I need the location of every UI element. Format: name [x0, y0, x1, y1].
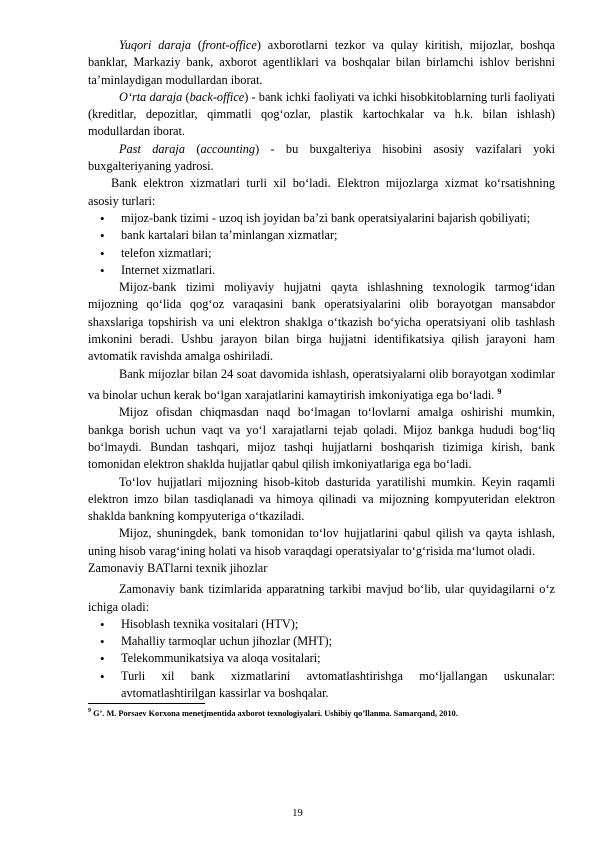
- paragraph-24-hours: Bank mijozlar bilan 24 soat davomida ishlash, operatsiyalarni olib borayotgan xodimlar va binolar uchun kerak bo‘lgan xarajatlarini kamaytirish imkoniyatiga ega bo‘ladi. $^9$: [88, 366, 555, 403]
- footnote-separator: [88, 703, 205, 704]
- term-front-office: front-office: [201, 38, 257, 52]
- bullet-icon: •: [100, 616, 105, 632]
- services-list: [88, 210, 555, 279]
- list-item: • bank kartalari bilan ta’minlangan xizmatlar;: [100, 228, 338, 244]
- list-item: • Internet xizmatlari.: [100, 262, 216, 278]
- footnote-mark: 9: [88, 708, 91, 715]
- list-item: • Hisoblash texnika vositalari (HTV);: [100, 616, 299, 632]
- paragraph-client-bank: Mijoz-bank tizimi moliyaviy hujjatni qayta ishlashning texnologik tarmog‘idan mijozning qo‘lida qog‘oz varaqasini bank operatsiyalarini olib borayotgan mansabdor shaxslariga topshirish va uni elektron shaklga o‘tkazish bo‘yicha operatsiyani olib tashlash imkonini beradi. Ushbu jarayon bilan birga hujjatni identifikatsiya qilish jarayoni ham avtomatik ravishda amalga oshiriladi.: [88, 280, 555, 364]
- paragraph-text: ) - bu buxgalteriya hisobini asosiy vazifalari yoki buxgalteriyaning yadrosi.: [88, 141, 556, 174]
- bullet-icon: •: [100, 651, 105, 667]
- list-item: • Mahalliy tarmoqlar uchun jihozlar (MHT);: [100, 634, 333, 650]
- paragraph-electronic-services: Bank elektron xizmatlari turli xil bo‘ladi. Elektron mijozlarga xizmat ko‘rsatishning asosiy turlari:: [88, 176, 555, 208]
- list-item: • telefon xizmatlari;: [100, 245, 212, 261]
- paragraph-hardware: Zamonaviy bank tizimlarida apparatning tarkibi mavjud bo‘lib, ular quyidagilarni o‘z ichiga oladi:: [88, 582, 555, 614]
- footnote-reference: 9: [497, 386, 502, 396]
- document-body: [88, 37, 555, 720]
- paragraph-documents: To‘lov hujjatlari mijozning hisob-kitob dasturida yaratilishi mumkin. Keyin raqamli elektron imzo bilan tasdiqlanadi va himoya qilinadi va mijozning kompyuteridan elektron shaklda bankning kompyuteriga o‘tkaziladi.: [88, 474, 555, 524]
- list-item: • Telekommunikatsiya va aloqa vositalari;: [100, 651, 321, 667]
- bullet-icon: •: [100, 634, 105, 650]
- term-back-office: back-office: [189, 89, 245, 104]
- paragraph-accounting: Past daraja (accounting) - bu buxgalteriya hisobini asosiy vazifalari yoki buxgalteriyaning yadrosi.: [88, 141, 556, 174]
- hardware-list: [88, 616, 555, 702]
- page-number: 19: [292, 808, 303, 819]
- paragraph-payments: Mijoz ofisdan chiqmasdan naqd bo‘lmagan to‘lovlarni amalga oshirishi mumkin, bankga borish uchun vaqt va yo‘l xarajatlarni tejab qoladi. Mijoz bankga hududi bog‘liq bo‘lmaydi. Bundan tashqari, mijoz tashqi hujjatlarni boshqarish tizimiga kirish, bank tomonidan elektron shaklda hujjatlar qabul qilish imkoniyatlariga ega bo‘ladi.: [88, 405, 555, 472]
- list-item: • Turli xil bank xizmatlarini avtomatlashtirishga mo‘ljallangan uskunalar: avtomatlashtirilgan kassirlar va boshqalar.: [100, 668, 555, 701]
- footnote: [88, 705, 555, 720]
- term-accounting: accounting: [200, 141, 256, 156]
- bullet-icon: •: [100, 210, 105, 226]
- bullet-icon: •: [100, 262, 105, 278]
- list-item: • mijoz-bank tizimi - uzoq ish joyidan ba’zi bank operatsiyalarini bajarish qobiliyati;: [100, 210, 531, 226]
- bullet-icon: •: [100, 245, 105, 261]
- paragraph-back-office: O‘rta daraja (back-office) - bank ichki faoliyati va ichki hisobkitoblarning turli faoliyati (kreditlar, depozitlar, qimmatli qog‘ozlar, plastik kartochkalar va h.k. bilan ishlash) modullardan iborat.: [88, 89, 555, 139]
- term-middle-level: O‘rta daraja: [119, 89, 183, 104]
- paragraph-text: ) axborotlarni tezkor va qulay kiritish, mijozlar, boshqa banklar, Markaziy bank, axborot agentliklari va boshqalar bilan birlamchi ishlov berishni ta’minlaydigan modullardan iborat.: [88, 38, 555, 87]
- footnote-text: G’. M. Porsaev Korxona menetjmentida axborot texnologiyalari. Ushibiy qo’llanma. Samarqand, 2010.: [91, 709, 458, 719]
- paragraph-text: ) - bank ichki faoliyati va ichki hisobkitoblarning turli faoliyati (kreditlar, depozitlar, qimmatli qog‘ozlar, plastik kartochkalar va h.k. bilan ishlash) modullardan iborat.: [88, 89, 555, 139]
- bullet-icon: •: [100, 228, 105, 244]
- paragraph-front-office: Yuqori daraja (front-office) axborotlarni tezkor va qulay kiritish, mijozlar, boshqa banklar, Markaziy bank, axborot agentliklari va boshqalar bilan birlamchi ishlov berishni ta’minlaydigan modullardan iborat.: [88, 38, 555, 87]
- paragraph-info: Mijoz, shuningdek, bank tomonidan to‘lov hujjatlarini qabul qilish va qayta ishlash, uning hisob varag‘ining holati va hisob varaqdagi operatsiyalar to‘g‘risida ma‘lumot oladi.: [88, 526, 555, 558]
- bullet-icon: •: [100, 668, 105, 684]
- section-heading: Zamonaviy BATlarni texnik jihozlar: [88, 561, 268, 575]
- term-upper-level: Yuqori daraja: [119, 38, 192, 52]
- term-lower-level: Past daraja: [119, 141, 185, 156]
